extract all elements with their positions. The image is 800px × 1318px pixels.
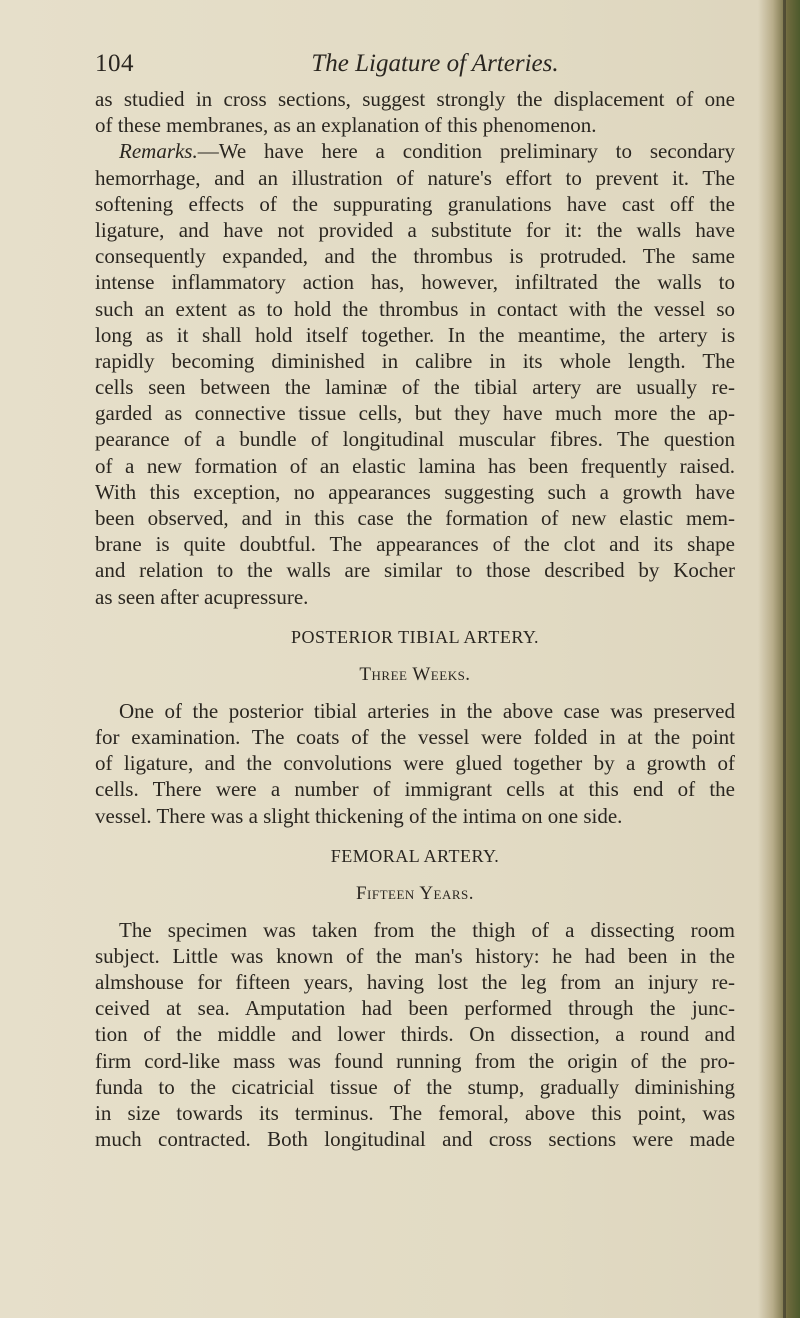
text-line: consequently expanded, and the thrombus is protruded. The same <box>95 244 735 269</box>
text-line: ceived at sea. Amputation had been performed through the junc- <box>95 996 735 1021</box>
text-line: of these membranes, as an explanation of this phenomenon. <box>95 113 597 138</box>
text-line: for examination. The coats of the vessel were folded in at the point <box>95 724 735 749</box>
text-line: intense inflammatory action has, however, infiltrated the walls to <box>95 270 735 295</box>
text-line: pearance of a bundle of longitudinal muscular fibres. The question <box>95 427 735 452</box>
book-spine-edge <box>758 0 800 1318</box>
text-line: hemorrhage, and an illustration of nature's effort to prevent it. The <box>95 165 735 190</box>
spine-shadow-line <box>783 0 786 1318</box>
remarks-label: Remarks. <box>119 139 198 164</box>
text-line: softening effects of the suppurating granulations have cast off the <box>95 191 735 216</box>
text-line: The specimen was taken from the thigh of a dissecting room <box>119 917 735 942</box>
text-line: garded as connective tissue cells, but they have much more the ap- <box>95 401 735 426</box>
text-line: much contracted. Both longitudinal and cross sections were made <box>95 1127 735 1152</box>
text-line: of ligature, and the convolutions were glued together by a growth of <box>95 751 735 776</box>
section-heading: POSTERIOR TIBIAL ARTERY. <box>290 626 540 647</box>
section-subheading: Three Weeks. <box>359 663 471 685</box>
section-heading: FEMORAL ARTERY. <box>330 845 500 866</box>
text-line: rapidly becoming diminished in calibre in its whole length. The <box>95 348 735 373</box>
text-line: as studied in cross sections, suggest strongly the displacement of one <box>95 87 735 111</box>
text-line: of a new formation of an elastic lamina has been frequently raised. <box>95 453 735 478</box>
text-line: cells seen between the laminæ of the tibial artery are usually re- <box>95 375 735 400</box>
page-number: 104 <box>95 50 134 77</box>
running-title: The Ligature of Arteries. <box>311 50 559 77</box>
text-line: ligature, and have not provided a substitute for it: the walls have <box>95 217 735 242</box>
section-subheading: Fifteen Years. <box>355 882 475 904</box>
text-line: been observed, and in this case the formation of new elastic mem- <box>95 506 735 530</box>
text-line: vessel. There was a slight thickening of the intima on one side. <box>95 803 623 828</box>
text-line: tion of the middle and lower thirds. On dissection, a round and <box>95 1022 735 1047</box>
text-line: With this exception, no appearances suggesting such a growth have <box>95 479 735 504</box>
remarks-first-line-text: —We have here a condition preliminary to secondary <box>197 139 735 164</box>
remarks-first-line <box>95 138 735 164</box>
text-line: funda to the cicatricial tissue of the stump, gradually diminishing <box>95 1074 735 1099</box>
page-body <box>95 86 735 1152</box>
text-line: brane is quite doubtful. The appearances of the clot and its shape <box>95 532 735 557</box>
text-line: firm cord-like mass was found running from the origin of the pro- <box>95 1048 735 1073</box>
text-line: such an extent as to hold the thrombus in contact with the vessel so <box>95 296 735 321</box>
text-line: in size towards its terminus. The femoral, above this point, was <box>95 1101 735 1125</box>
text-line: and relation to the walls are similar to those described by Kocher <box>95 558 735 583</box>
text-line: subject. Little was known of the man's history: he had been in the <box>95 943 735 968</box>
text-line: cells. There were a number of immigrant cells at this end of the <box>95 777 735 802</box>
text-line: One of the posterior tibial arteries in the above case was preserved <box>119 698 735 723</box>
page-header <box>95 50 735 80</box>
text-line: long as it shall hold itself together. In the meantime, the artery is <box>95 322 735 347</box>
text-line: as seen after acupressure. <box>95 584 309 609</box>
text-line: almshouse for fifteen years, having lost the leg from an injury re- <box>95 970 735 995</box>
